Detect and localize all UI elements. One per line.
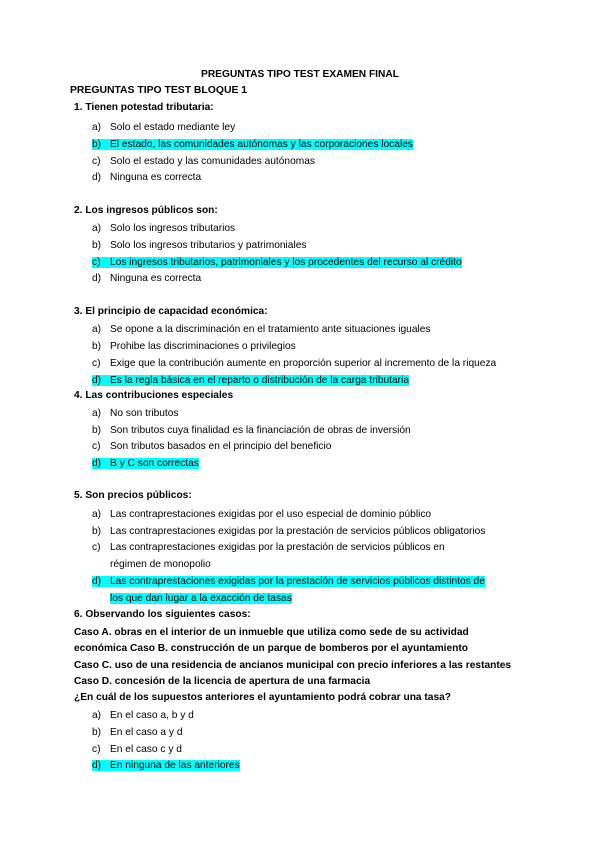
case-line-4: Caso D. concesión de la licencia de apertura de una farmacia [74,676,371,687]
question-1-option-c [92,156,315,167]
option-letter: a) [92,122,102,133]
option-letter: b) [92,139,110,150]
question-6-option-a [92,710,194,721]
option-letter: a) [92,324,102,335]
question-2-option-d [92,273,201,284]
option-text: Exige que la contribución aumente en proporción superior al incremento de la riqueza [110,358,497,369]
correct-answer-highlight: Las contraprestaciones exigidas por la prestación de servicios públicos distintos de [110,576,485,587]
option-letter: b) [92,240,102,251]
option-letter: c) [92,156,101,167]
question-6-heading: 6. Observando los siguientes casos: [74,609,251,620]
question-6-option-b [92,727,183,738]
correct-answer-highlight: Los ingresos tributarios, patrimoniales y los procedentes del recurso al crédito [110,257,462,268]
option-letter: b) [92,425,102,436]
option-text: Solo los ingresos tributarios [110,223,236,234]
question-2-option-c [92,257,462,268]
question-5-option-c-continued: régimen de monopolio [110,559,211,570]
option-letter: a) [92,408,102,419]
option-letter: b) [92,341,102,352]
option-text: En el caso a, b y d [110,710,194,721]
section-subtitle: PREGUNTAS TIPO TEST BLOQUE 1 [70,85,248,96]
option-letter: a) [92,509,102,520]
case-line-2: económica Caso B. construcción de un parque de bomberos por el ayuntamiento [74,643,468,654]
question-6-option-c [92,744,182,755]
option-letter: d) [92,576,110,587]
option-text: Son tributos cuya finalidad es la financiación de obras de inversión [110,425,411,436]
option-text: Las contraprestaciones exigidas por la prestación de servicios públicos en [110,542,445,553]
option-text: Prohibe las discriminaciones o privilegios [110,341,296,352]
option-text: Ninguna es correcta [110,273,202,284]
option-letter: d) [92,172,102,183]
question-5-option-c [92,542,445,553]
option-text: Son tributos basados en el principio del beneficio [110,441,332,452]
option-letter: a) [92,223,102,234]
question-5-option-d-continued [110,593,292,604]
correct-answer-highlight: Es la regla básica en el reparto o distribución de la carga tributaria [110,375,409,386]
option-letter: d) [92,273,102,284]
correct-answer-highlight: En ninguna de las anteriores [110,760,240,771]
option-letter: d) [92,375,110,386]
option-letter: c) [92,542,101,553]
option-text: No son tributos [110,408,179,419]
option-text: Las contraprestaciones exigidas por la prestación de servicios públicos obligatorios [110,526,486,537]
question-4-option-b [92,425,411,436]
option-text: Solo el estado y las comunidades autónomas [110,156,316,167]
case-line-1: Caso A. obras en el interior de un inmueble que utiliza como sede de su actividad [74,627,469,638]
question-1-heading: 1. Tienen potestad tributaria: [74,102,214,113]
option-text: En el caso a y d [110,727,183,738]
option-letter: d) [92,760,110,771]
correct-answer-highlight: El estado, las comunidades autónomas y las corporaciones locales [110,139,413,150]
option-text: En el caso c y d [110,744,182,755]
question-2-option-b [92,240,306,251]
option-letter: b) [92,727,102,738]
question-5-option-b [92,526,485,537]
question-3-heading: 3. El principio de capacidad económica: [74,306,268,317]
question-1-option-b [92,139,413,150]
option-text: Ninguna es correcta [110,172,202,183]
question-2-option-a [92,223,235,234]
question-5-option-a [92,509,431,520]
question-2-heading: 2. Los ingresos públicos son: [74,205,218,216]
question-5-option-d [92,576,485,587]
option-letter: c) [92,441,101,452]
case-line-3: Caso C. uso de una residencia de ancianos municipal con precio inferiores a las restantes [74,660,512,671]
option-text: Solo el estado mediante ley [110,122,236,133]
option-text: Las contraprestaciones exigidas por el uso especial de dominio público [110,509,432,520]
option-text: Solo los ingresos tributarios y patrimoniales [110,240,307,251]
option-letter: c) [92,257,110,268]
document-title: PREGUNTAS TIPO TEST EXAMEN FINAL [201,69,399,80]
correct-answer-highlight: B y C son correctas [110,458,199,469]
option-letter: c) [92,358,101,369]
question-4-option-a [92,408,179,419]
option-letter: d) [92,458,110,469]
question-3-option-d [92,375,409,386]
question-3-option-c [92,358,496,369]
question-5-heading: 5. Son precios públicos: [74,490,192,501]
question-4-option-d [92,458,199,469]
question-3-option-a [92,324,431,335]
option-letter: c) [92,744,101,755]
question-6-option-d [92,760,240,771]
option-text: Se opone a la discriminación en el tratamiento ante situaciones iguales [110,324,431,335]
question-1-option-a [92,122,235,133]
question-4-option-c [92,441,331,452]
question-4-heading: 4. Las contribuciones especiales [74,390,234,401]
option-letter: b) [92,526,102,537]
question-6-prompt: ¿En cuál de los supuestos anteriores el ayuntamiento podrá cobrar una tasa? [74,692,452,703]
correct-answer-highlight: los que dan lugar a la exacción de tasas [110,593,292,604]
option-letter: a) [92,710,102,721]
question-3-option-b [92,341,296,352]
question-1-option-d [92,172,201,183]
